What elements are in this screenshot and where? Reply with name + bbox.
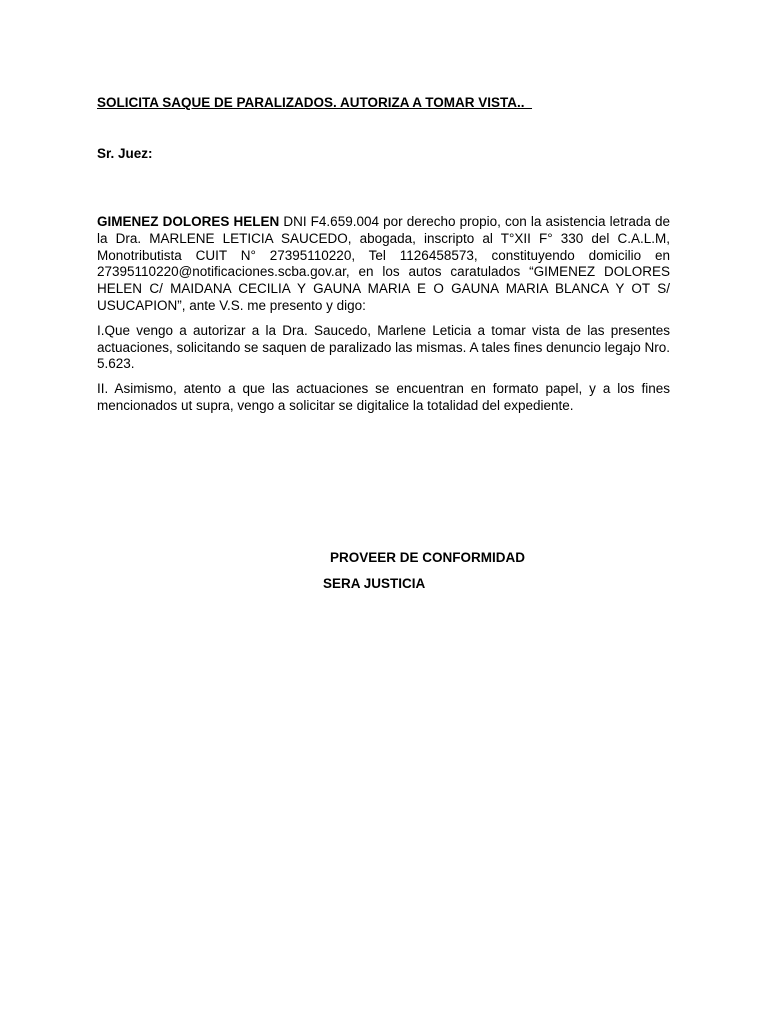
document-title: SOLICITA SAQUE DE PARALIZADOS. AUTORIZA A TOMAR VISTA.. bbox=[97, 95, 533, 110]
paragraph-authorization: I.Que vengo a autorizar a la Dra. Saucedo, Marlene Leticia a tomar vista de las presentes actuaciones, solicitando se saquen de paralizado las mismas. A tales fines denuncio legajo Nro. 5.623. bbox=[97, 322, 670, 372]
document-body bbox=[97, 214, 670, 423]
closing-sera-justicia: SERA JUSTICIA bbox=[323, 576, 426, 591]
intro-paragraph bbox=[97, 214, 670, 315]
paragraph-digitalization: II. Asimismo, atento a que las actuaciones se encuentran en formato papel, y a los fines mencionados ut supra, vengo a solicitar se digitalice la totalidad del expediente. bbox=[97, 381, 670, 413]
intro-text: DNI F4.659.004 por derecho propio, con la asistencia letrada de la Dra. MARLENE LETICIA SAUCEDO, abogada, inscripto al T°XII F° 330 del C.A.L.M, Monotributista CUIT N° 27395110220, Tel 1126458573, constituyendo domicilio en 27395110220@notificaciones.scba.gov.ar, en los autos caratulados “GIMENEZ DOLORES HELEN C/ MAIDANA CECILIA Y GAUNA MARIA E O GAUNA MARIA BLANCA Y OT S/ USUCAPION”, ante V.S. me presento y digo: bbox=[97, 214, 670, 313]
party-name: GIMENEZ DOLORES HELEN bbox=[97, 214, 280, 229]
salutation: Sr. Juez: bbox=[97, 146, 153, 161]
closing-proveer: PROVEER DE CONFORMIDAD bbox=[330, 550, 526, 565]
